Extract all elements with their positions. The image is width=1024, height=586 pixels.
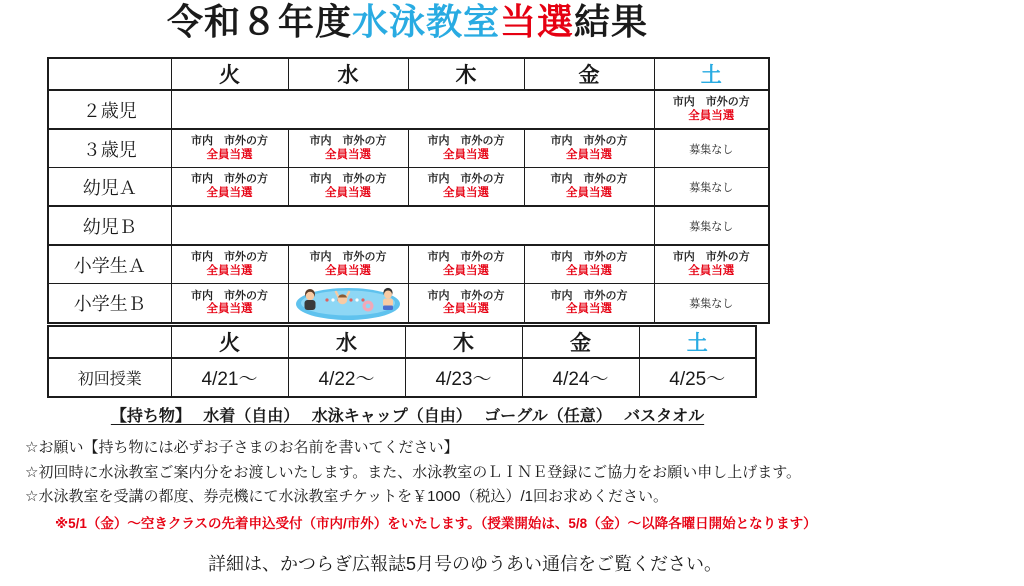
day-header: 金 (522, 326, 639, 358)
winner-cell (524, 168, 654, 207)
first-class-row (48, 358, 756, 397)
first-class-date: 4/22～ (288, 358, 405, 397)
winner-scope-label: 市内 市外の方 (550, 289, 628, 302)
day-header-row (48, 326, 756, 358)
winner-result-label: 全員当選 (566, 186, 612, 199)
winner-scope-label: 市内 市外の方 (191, 173, 268, 186)
class-label: 幼児Ｂ (48, 206, 171, 245)
winner-result-label: 全員当選 (688, 109, 735, 122)
schedule-row (48, 90, 769, 129)
title-prefix: 令和８年度 (166, 1, 352, 42)
day-header: 金 (524, 58, 654, 90)
winner-scope-label: 市内 市外の方 (427, 135, 505, 148)
winner-scope-label: 市内 市外の方 (191, 251, 268, 264)
first-class-table (47, 325, 757, 398)
winner-cell (171, 284, 288, 324)
winner-result-label: 全員当選 (566, 303, 612, 316)
winner-cell (408, 284, 524, 324)
footer-note: 詳細は、かつらぎ広報誌5月号のゆうあい通信をご覧ください。 (207, 554, 722, 574)
winner-result-label: 全員当選 (443, 264, 489, 277)
winner-cell (524, 129, 654, 168)
day-header: 火 (171, 58, 288, 90)
schedule-row (48, 284, 769, 324)
day-header-row (48, 58, 769, 90)
belongings-line: 【持ち物】 水着（自由） 水泳キャップ（自由） ゴーグル（任意） バスタオル (110, 408, 705, 425)
winner-cell (524, 284, 654, 324)
schedule-row (48, 129, 769, 168)
winner-cell (408, 168, 524, 207)
no-recruit-cell: 募集なし (654, 206, 769, 245)
winner-result-label: 全員当選 (206, 148, 253, 161)
winner-cell (288, 129, 408, 168)
corner-cell (48, 58, 171, 90)
no-recruit-cell: 募集なし (654, 129, 769, 168)
class-label: ２歳児 (48, 90, 171, 129)
priority-note: ※5/1（金）～空きクラスの先着申込受付（市内/市外）をいたします。（授業開始は、5/8（金）～以降各曜日開始となります） (55, 516, 817, 531)
no-recruit-cell: 募集なし (654, 284, 769, 324)
corner-cell (48, 326, 171, 358)
note-line: ☆水泳教室を受講の都度、券売機にて水泳教室チケットを￥1000（税込）/1回お求めください。 (25, 488, 668, 505)
class-label: 幼児Ａ (48, 168, 171, 207)
notes-list (25, 436, 801, 510)
title-highlight: 水泳教室 (351, 1, 500, 42)
schedule-row (48, 245, 769, 284)
winner-scope-label: 市内 市外の方 (550, 173, 628, 186)
winner-scope-label: 市内 市外の方 (191, 289, 268, 302)
page-title (47, 0, 768, 45)
winner-cell (288, 168, 408, 207)
schedule-row (48, 206, 769, 245)
winner-scope-label: 市内 市外の方 (309, 251, 387, 264)
winner-result-label: 全員当選 (443, 148, 489, 161)
empty-cell (171, 90, 654, 129)
winner-result-label: 全員当選 (325, 264, 371, 277)
day-header: 木 (405, 326, 522, 358)
winner-result-label: 全員当選 (688, 264, 735, 277)
winner-scope-label: 市内 市外の方 (427, 251, 505, 264)
no-recruit-cell: 募集なし (654, 168, 769, 207)
day-header: 水 (288, 58, 408, 90)
first-class-date: 4/23～ (405, 358, 522, 397)
first-class-date: 4/21～ (171, 358, 288, 397)
note-line: ☆お願い【持ち物には必ずお子さまのお名前を書いてください】 (25, 439, 459, 456)
schedule-table-body (48, 58, 769, 323)
pool-illustration-cell (288, 284, 408, 324)
day-header: 土 (654, 58, 769, 90)
winner-scope-label: 市内 市外の方 (427, 289, 505, 302)
winner-cell (524, 245, 654, 284)
day-header: 火 (171, 326, 288, 358)
first-class-date: 4/25～ (639, 358, 756, 397)
winner-scope-label: 市内 市外の方 (309, 135, 387, 148)
winner-scope-label: 市内 市外の方 (191, 135, 268, 148)
note-line: ☆初回時に水泳教室ご案内分をお渡しいたします。また、水泳教室のＬＩＮＥ登録にご協力をお願い申し上げます。 (25, 463, 802, 481)
day-header: 木 (408, 58, 524, 90)
class-label: ３歳児 (48, 129, 171, 168)
winner-cell (408, 129, 524, 168)
winner-result-label: 全員当選 (443, 186, 489, 199)
winner-result-label: 全員当選 (325, 148, 371, 161)
title-accent: 当選 (500, 1, 575, 42)
winner-cell (288, 245, 408, 284)
schedule-row (48, 168, 769, 207)
winner-result-label: 全員当選 (566, 148, 612, 161)
first-class-label: 初回授業 (48, 358, 171, 397)
winner-result-label: 全員当選 (443, 303, 489, 316)
pool-illustration (289, 284, 408, 322)
winner-cell (654, 245, 769, 284)
winner-cell (171, 245, 288, 284)
winner-scope-label: 市内 市外の方 (672, 96, 750, 109)
winner-result-label: 全員当選 (566, 264, 612, 277)
class-label: 小学生Ａ (48, 245, 171, 284)
empty-cell (171, 206, 654, 245)
first-class-table-body (48, 326, 756, 397)
class-label: 小学生Ｂ (48, 284, 171, 324)
winner-scope-label: 市内 市外の方 (550, 251, 628, 264)
winner-result-label: 全員当選 (206, 264, 253, 277)
title-suffix: 結果 (574, 1, 649, 42)
day-header: 土 (639, 326, 756, 358)
winner-cell (408, 245, 524, 284)
winner-scope-label: 市内 市外の方 (672, 251, 750, 264)
winner-result-label: 全員当選 (206, 186, 253, 199)
schedule-table (47, 57, 770, 324)
winner-result-label: 全員当選 (206, 303, 253, 316)
winner-cell (654, 90, 769, 129)
winner-result-label: 全員当選 (325, 186, 371, 199)
winner-scope-label: 市内 市外の方 (550, 135, 628, 148)
winner-cell (171, 129, 288, 168)
first-class-date: 4/24～ (522, 358, 639, 397)
winner-scope-label: 市内 市外の方 (427, 173, 505, 186)
winner-cell (171, 168, 288, 207)
day-header: 水 (288, 326, 405, 358)
winner-scope-label: 市内 市外の方 (309, 173, 387, 186)
